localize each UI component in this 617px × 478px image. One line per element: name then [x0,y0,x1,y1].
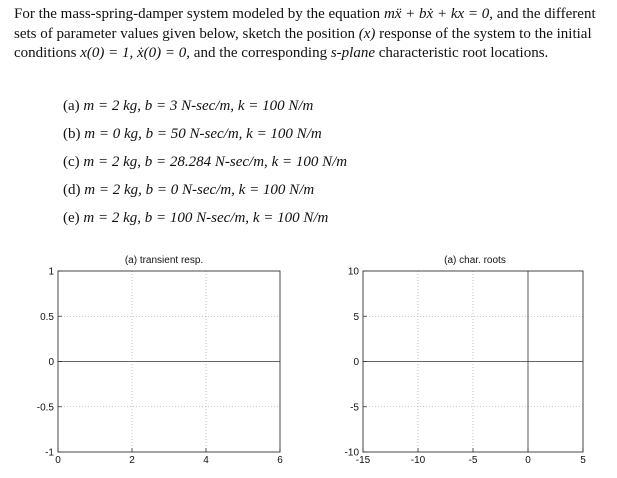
x-tick-label-3: 6 [277,455,283,466]
x-tick-label-2: 4 [203,455,209,466]
x-tick-label-0: 0 [55,455,61,466]
y-tick-label-1: 5 [353,311,359,323]
problem-mid: , and the different sets of parameter values given below, sketch the position [14,6,596,42]
problem-tail: , and the corresponding [186,45,328,61]
x-tick-label-1: -10 [410,455,426,466]
y-tick-label-1: 0.5 [40,311,54,323]
x-tick-label-4: 5 [580,455,586,466]
y-tick-label-4: -10 [344,447,359,459]
plot-title: (a) char. roots [444,255,506,266]
y-tick-label-4: -1 [45,447,54,459]
case-c: (c) m = 2 kg, b = 28.284 N-sec/m, k = 100 N/m [63,154,348,170]
case-a: (a) m = 2 kg, b = 3 N-sec/m, k = 100 N/m [63,98,314,114]
position-variable: (x) [358,25,376,42]
problem-mid2: response of the system to the initial conditions [14,25,592,61]
case-e: (e) m = 2 kg, b = 100 N-sec/m, k = 100 N/m [63,210,329,226]
x-tick-label-3: 0 [525,455,531,466]
transient-response-plot [37,255,283,466]
plot-title: (a) transient resp. [124,255,204,266]
x-tick-label-2: -5 [468,455,478,466]
x-tick-label-0: -15 [355,455,371,466]
problem-lead: For the mass-spring-damper system modeled by the equation [14,6,381,22]
governing-equation: mẍ + bẋ + kx = 0 [383,6,490,22]
y-tick-label-3: -5 [350,402,359,414]
problem-end: characteristic root locations. [378,45,549,61]
case-b: (b) m = 0 kg, b = 50 N-sec/m, k = 100 N/m [63,126,322,142]
characteristic-roots-plot [345,255,587,466]
y-tick-label-2: 0 [353,357,359,368]
y-tick-label-0: 1 [48,266,54,278]
y-tick-label-0: 10 [347,266,359,278]
y-tick-label-3: -0.5 [36,402,54,414]
case-d: (d) m = 2 kg, b = 0 N-sec/m, k = 100 N/m [63,182,315,198]
x-tick-label-1: 2 [129,455,135,466]
initial-conditions: x(0) = 1, ẋ(0) = 0 [80,45,187,61]
s-plane-term: s-plane [330,45,376,61]
y-tick-label-2: 0 [48,357,54,368]
